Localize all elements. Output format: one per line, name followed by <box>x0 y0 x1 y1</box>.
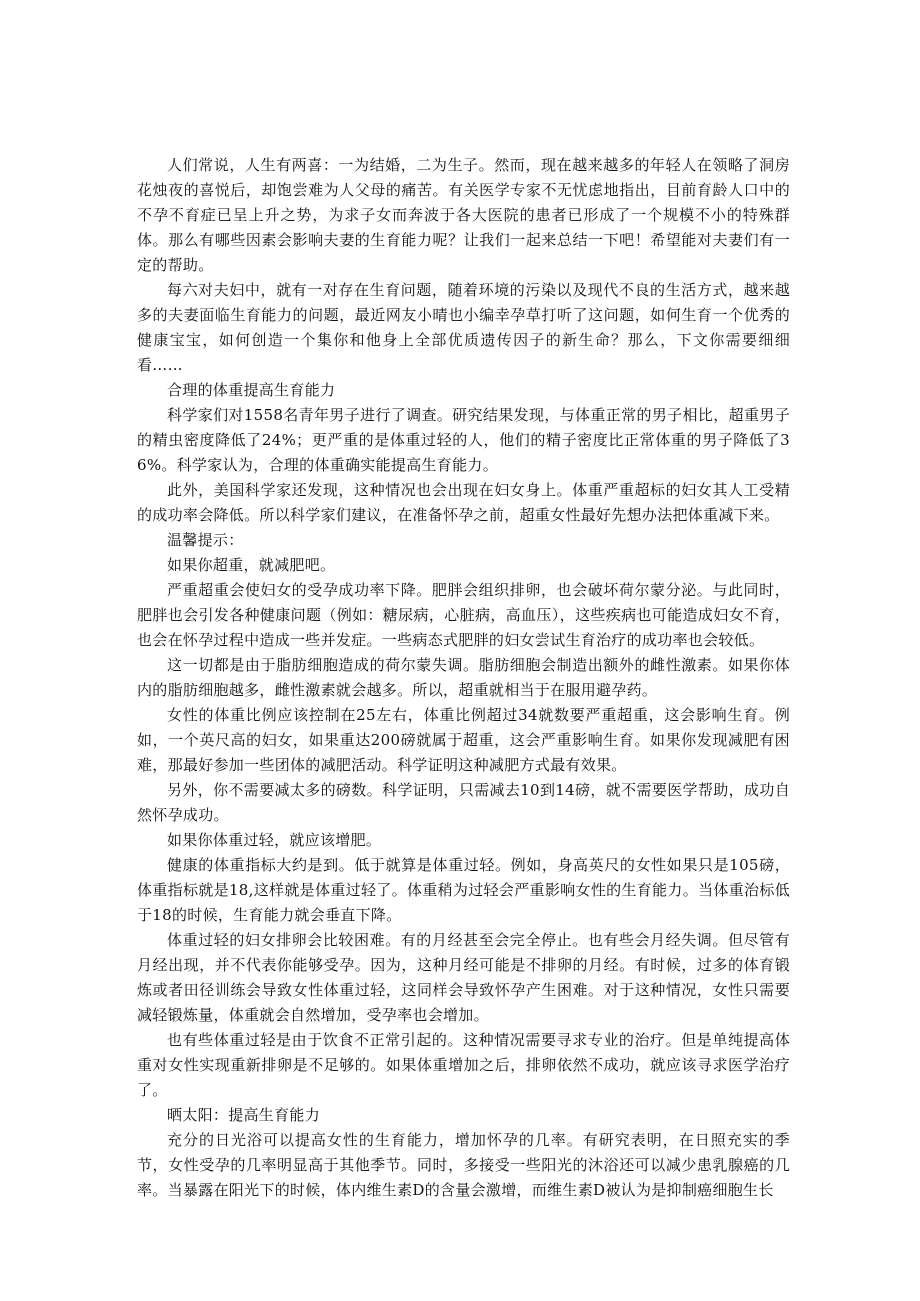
subheading-overweight: 如果你超重，就减肥吧。 <box>167 556 336 574</box>
fertility-problem-paragraph: 每六对夫妇中，就有一对存在生育问题，随着环境的污染以及现代不良的生活方式，越来越多的夫妻面临生育能力的问题，最近网友小晴也小编幸孕草打听了这问题，如何生育一个优秀的健康宝宝，如何创造一个集你和他身上全部优质遗传因子的新生命？那么，下文你需要细细看…… <box>137 281 790 374</box>
hormone-paragraph: 这一切都是由于脂肪细胞造成的荷尔蒙失调。脂肪细胞会制造出额外的雌性激素。如果你体内的脂肪细胞越多，雌性激素就会越多。所以，超重就相当于在服用避孕药。 <box>137 656 790 699</box>
healthy-weight-paragraph: 健康的体重指标大约是到。低于就算是体重过轻。例如，身高英尺的女性如果只是105磅，体重指标就是18,这样就是体重过轻了。体重稍为过轻会严重影响女性的生育能力。当体重治标低于18的时候，生育能力就会垂直下降。 <box>137 856 790 924</box>
female-study-paragraph: 此外，美国科学家还发现，这种情况也会出现在妇女身上。体重严重超标的妇女其人工受精的成功率会降低。所以科学家们建议，在准备怀孕之前，超重女性最好先想办法把体重减下来。 <box>137 481 790 524</box>
section-heading-weight: 合理的体重提高生育能力 <box>167 381 336 399</box>
weight-loss-amount-paragraph: 另外，你不需要减太多的磅数。科学证明，只需减去10到14磅，就不需要医学帮助，成功自然怀孕成功。 <box>137 781 790 824</box>
sunlight-paragraph: 充分的日光浴可以提高女性的生育能力，增加怀孕的几率。有研究表明，在日照充实的季节，女性受孕的几率明显高于其他季节。同时，多接受一些阳光的沐浴还可以减少患乳腺癌的几率。当暴露在阳光下的时候，体内维生素D的含量会激增，而维生素D被认为是抑制癌细胞生长 <box>137 1131 790 1199</box>
ovulation-paragraph: 体重过轻的妇女排卵会比较困难。有的月经甚至会完全停止。也有些会月经失调。但尽管有月经出现，并不代表你能够受孕。因为，这种月经可能是不排卵的月经。有时候，过多的体育锻炼或者田径训练会导致女性体重过轻，这同样会导致怀孕产生困难。对于这种情况，女性只需要减轻锻炼量，体重就会自然增加，受孕率也会增加。 <box>137 931 790 1024</box>
male-study-paragraph: 科学家们对1558名青年男子进行了调查。研究结果发现，与体重正常的男子相比，超重男子的精虫密度降低了24%；更严重的是体重过轻的人，他们的精子密度比正常体重的男子降低了36%。科学家认为，合理的体重确实能提高生育能力。 <box>137 406 790 474</box>
subheading-underweight: 如果你体重过轻，就应该增肥。 <box>167 831 382 849</box>
intro-paragraph: 人们常说，人生有两喜：一为结婚，二为生子。然而，现在越来越多的年轻人在领略了洞房花烛夜的喜悦后，却饱尝难为人父母的痛苦。有关医学专家不无忧虑地指出，目前育龄人口中的不孕不育症已呈上升之势，为求子女而奔波于各大医院的患者已形成了一个规模不小的特殊群体。那么有哪些因素会影响夫妻的生育能力呢？让我们一起来总结一下吧！希望能对夫妻们有一定的帮助。 <box>137 156 790 274</box>
weight-ratio-paragraph: 女性的体重比例应该控制在25左右，体重比例超过34就数要严重超重，这会影响生育。例如，一个英尺高的妇女，如果重达200磅就属于超重，这会严重影响生育。如果你发现减肥有困难，那最好参加一些团体的减肥活动。科学证明这种减肥方式最有效果。 <box>137 706 790 774</box>
overweight-effects-paragraph: 严重超重会使妇女的受孕成功率下降。肥胖会组织排卵，也会破坏荷尔蒙分泌。与此同时，肥胖也会引发各种健康问题（例如：糖尿病，心脏病，高血压），这些疾病也可能造成妇女不育，也会在怀孕过程中造成一些并发症。一些病态式肥胖的妇女尝试生育治疗的成功率也会较低。 <box>137 581 790 649</box>
section-heading-sunlight: 晒太阳：提高生育能力 <box>167 1106 321 1124</box>
document-page <box>137 153 790 1203</box>
diet-paragraph: 也有些体重过轻是由于饮食不正常引起的。这种情况需要寻求专业的治疗。但是单纯提高体重对女性实现重新排卵是不足够的。如果体重增加之后，排卵依然不成功，就应该寻求医学治疗了。 <box>137 1031 790 1099</box>
tip-heading: 温馨提示： <box>167 531 244 549</box>
